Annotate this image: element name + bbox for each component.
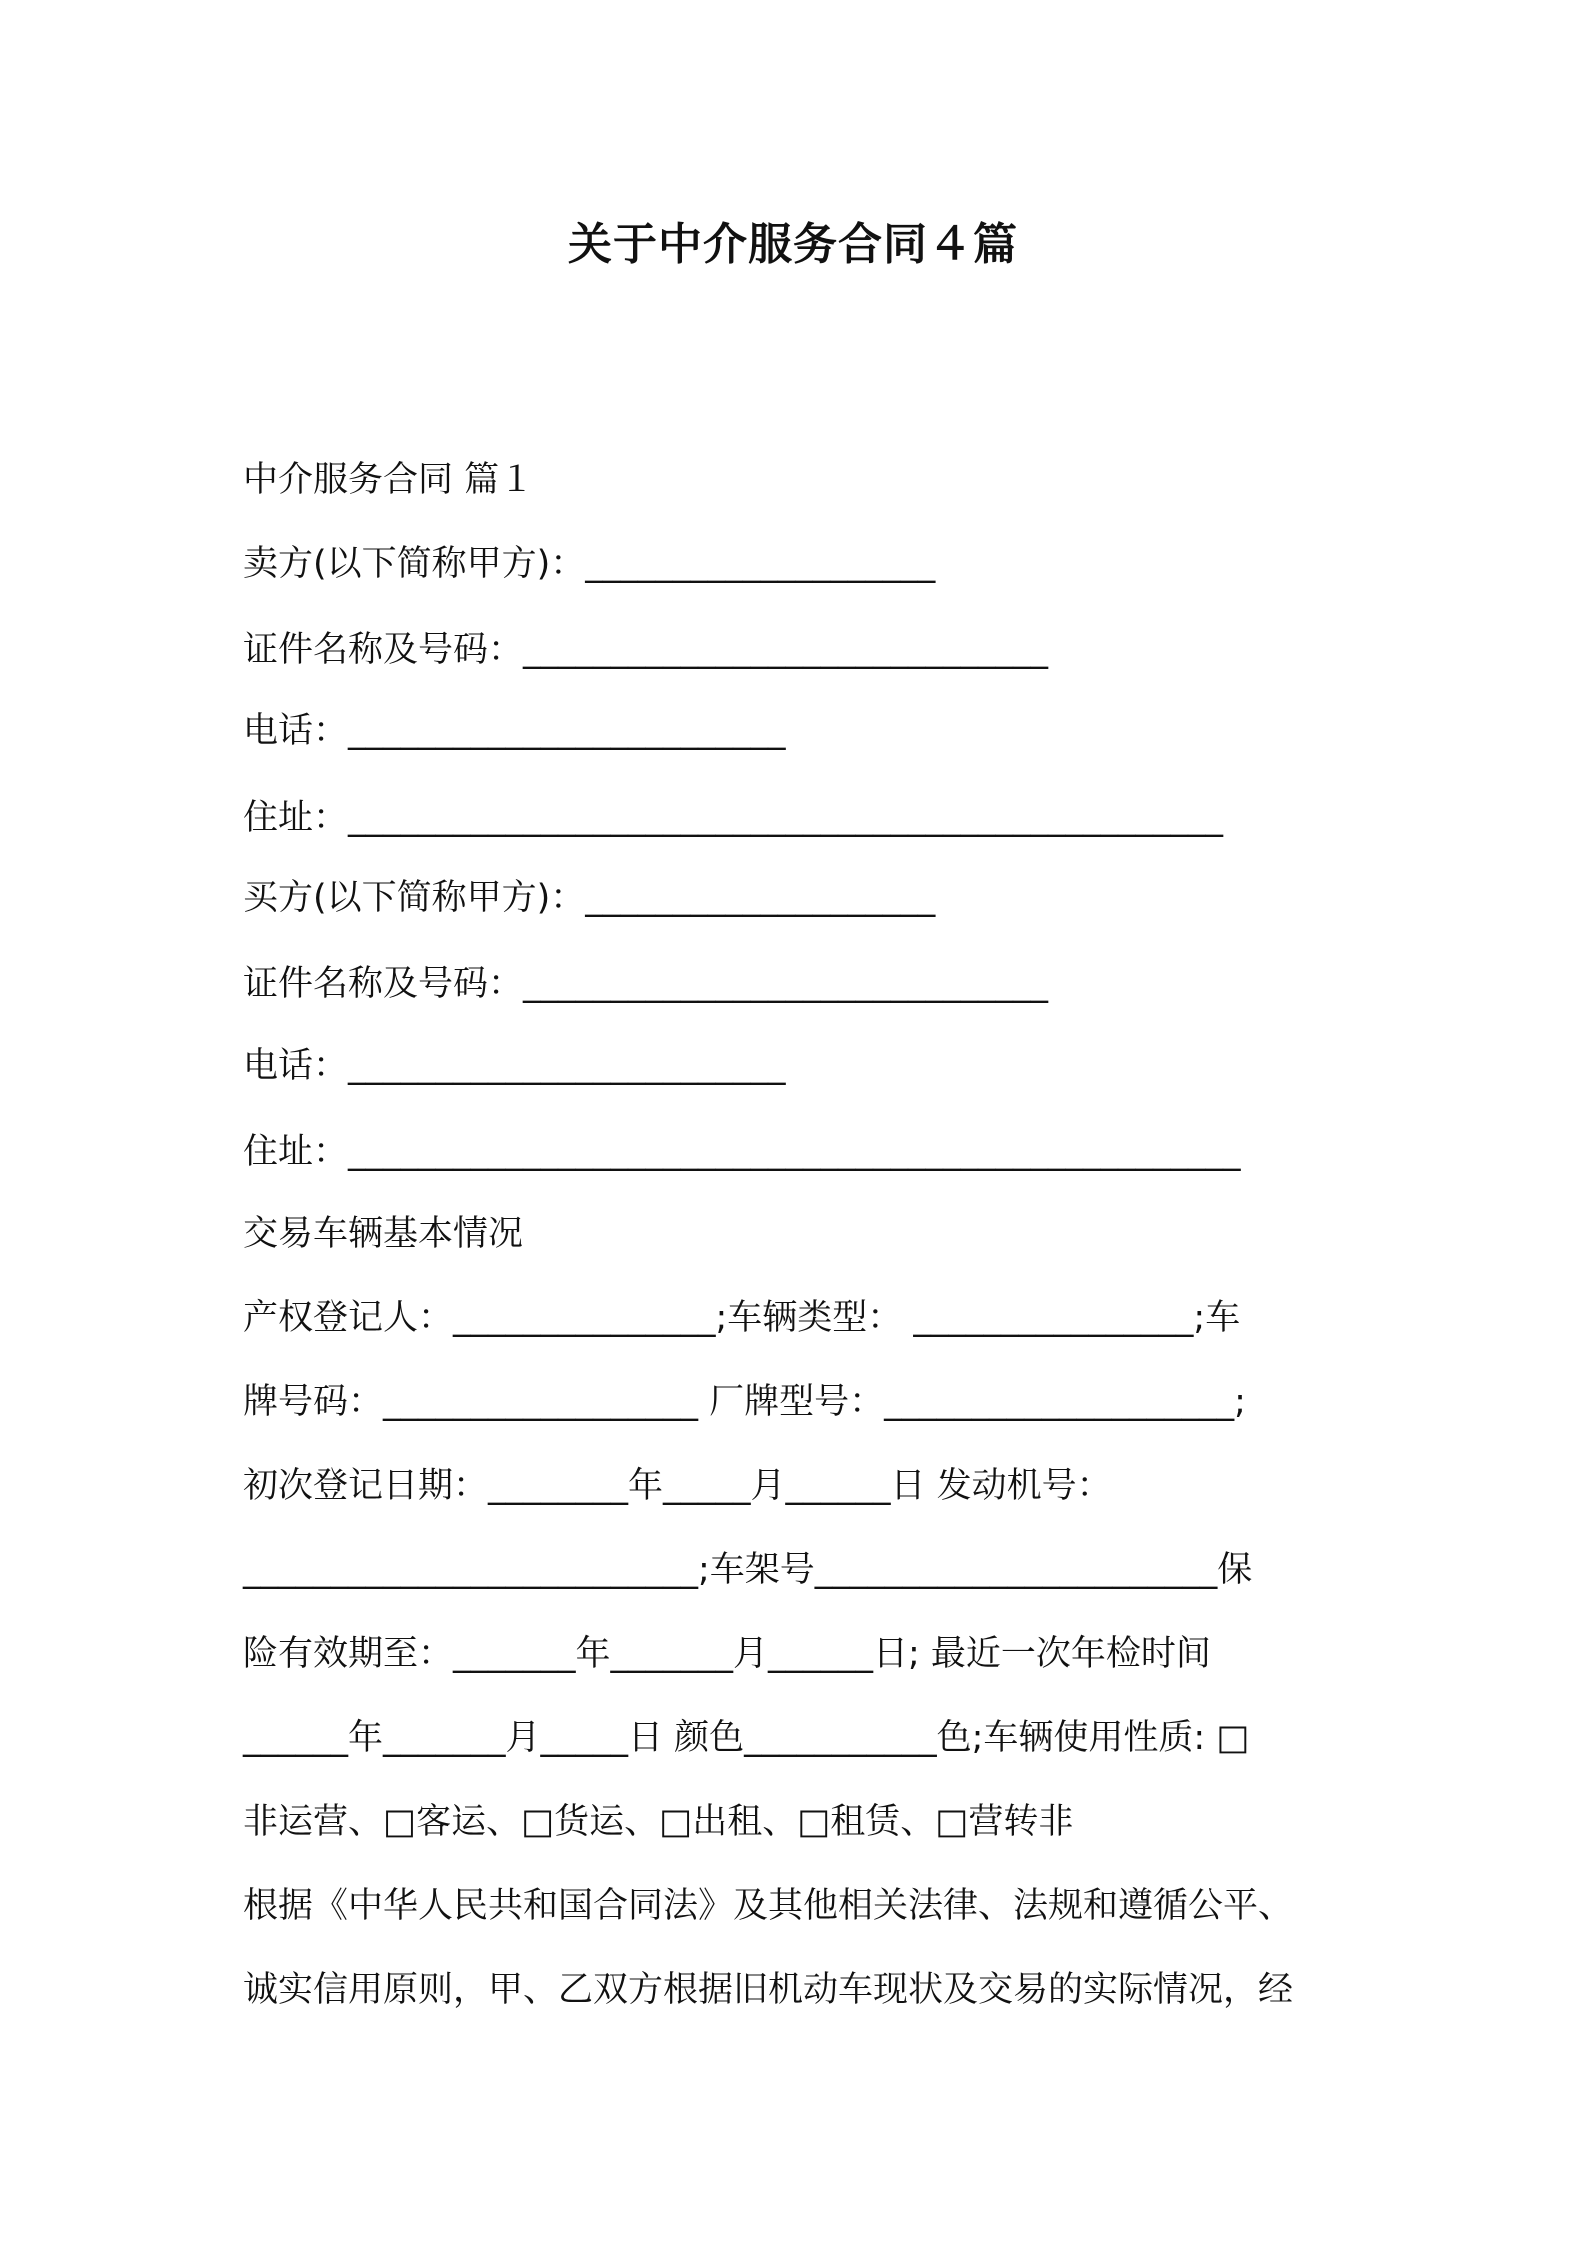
- buyer-id-line: 证件名称及号码：______________________________: [243, 964, 1049, 1004]
- vehicle-inspection-line: ______年_______月_____日 颜色___________色;车辆使用性质: □: [243, 1718, 1250, 1758]
- buyer-phone-line: 电话：_________________________: [243, 1046, 786, 1086]
- section-heading: 中介服务合同 篇１: [243, 460, 535, 500]
- seller-name-line: 卖方(以下简称甲方)：____________________: [243, 544, 936, 584]
- vehicle-info-heading: 交易车辆基本情况: [243, 1214, 524, 1254]
- seller-id-line: 证件名称及号码：______________________________: [243, 630, 1049, 670]
- vehicle-owner-line: 产权登记人：_______________;车辆类型： ________________;车: [243, 1298, 1241, 1338]
- buyer-name-line: 买方(以下简称甲方)：____________________: [243, 878, 936, 918]
- contract-paragraph-line-1: 根据《中华人民共和国合同法》及其他相关法律、法规和遵循公平、: [243, 1886, 1294, 1926]
- buyer-address-line: 住址：___________________________________________________: [243, 1132, 1241, 1172]
- seller-phone-line: 电话：_________________________: [243, 711, 786, 751]
- vehicle-vin-line: __________________________;车架号_______________________保: [243, 1550, 1253, 1590]
- vehicle-plate-line: 牌号码：__________________ 厂牌型号：____________________;: [243, 1382, 1246, 1422]
- document-title: 关于中介服务合同４篇: [568, 219, 1018, 270]
- vehicle-insurance-line: 险有效期至：_______年_______月______日; 最近一次年检时间: [243, 1634, 1211, 1674]
- vehicle-registration-line: 初次登记日期：________年_____月______日 发动机号：: [243, 1466, 1112, 1506]
- seller-address-line: 住址：__________________________________________________: [243, 798, 1224, 838]
- contract-paragraph-line-2: 诚实信用原则，甲、乙双方根据旧机动车现状及交易的实际情况，经: [243, 1970, 1294, 2010]
- vehicle-usage-line: 非运营、□客运、□货运、□出租、□租赁、□营转非: [243, 1802, 1074, 1842]
